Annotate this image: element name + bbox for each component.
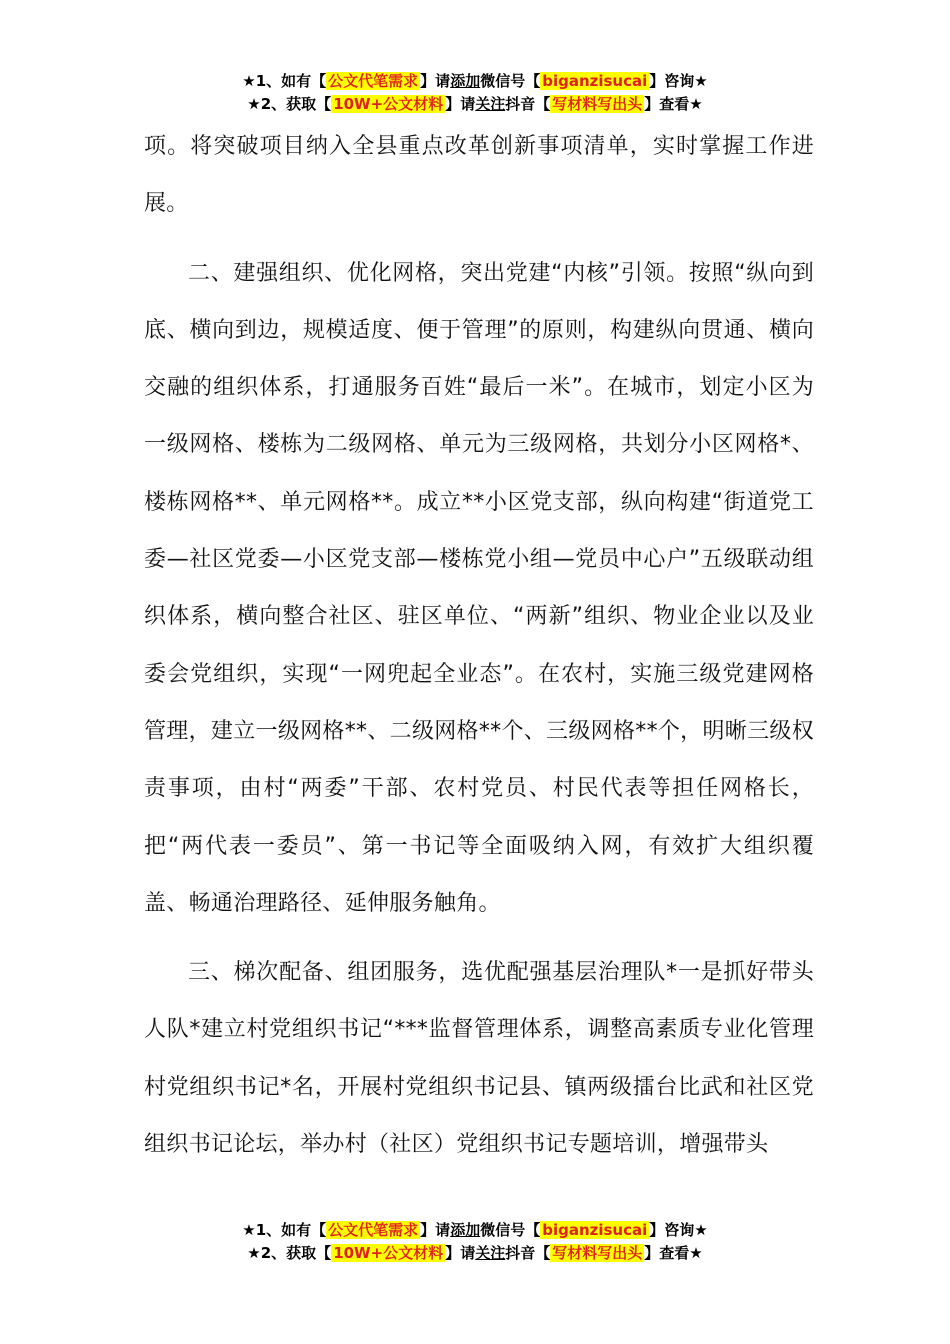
banner-text: 】请 [420,1221,451,1239]
banner-text: ★1、如有【 [242,72,327,90]
banner-line-2 [0,93,950,116]
emphasis-text: 关注 [475,95,506,113]
paragraph: 二、建强组织、优化网格，突出党建“内核”引领。按照“纵向到底、横向到边，规模适度、便于管理”的原则，构建纵向贯通、横向交融的组织体系，打通服务百姓“最后一米”。在城市，划定小区为一级网格、楼栋为二级网格、单元为三级网格，共划分小区网格*、楼栋网格**、单元网格**。成立**小区党支部，纵向构建“街道党工委—社区党委—小区党支部—楼栋党小组—党员中心户”五级联动组织体系，横向整合社区、驻区单位、“两新”组织、物业企业以及业委会党组织，实现“一网兜起全业态”。在农村，实施三级党建网格管理，建立一级网格**、二级网格**个、三级网格**个，明晰三级权责事项，由村“两委”干部、农村党员、村民代表等担任网格长，把“两代表一委员”、第一书记等全面吸纳入网，有效扩大组织覆盖、畅通治理路径、延伸服务触角。 [144,260,814,916]
banner-text: ★2、获取【 [247,1244,332,1262]
banner-text: ★2、获取【 [247,95,332,113]
paragraph: 三、梯次配备、组团服务，选优配强基层治理队*一是抓好带头人队*建立村党组织书记“***监督管理体系，调整高素质专业化管理村党组织书记*名，开展村党组织书记县、镇两级擂台比武和社区党组织书记论坛，举办村（社区）党组织书记专题培训，增强带头 [144,960,814,1158]
highlight-text: 公文代笔需求 [328,1221,419,1239]
banner-text: 微信号【 [480,72,541,90]
paragraph: 项。将突破项目纳入全县重点改革创新事项清单，实时掌握工作进展。 [144,134,814,217]
header-banner [0,70,950,116]
banner-text: 】请 [420,72,451,90]
banner-text: 】查看★ [644,1244,703,1262]
banner-line-1 [0,70,950,93]
emphasis-text: 添加 [450,1221,481,1239]
banner-line-2 [0,1242,950,1265]
wechat-id: biganzisucai [542,72,648,90]
emphasis-text: 关注 [475,1244,506,1262]
douyin-id: 写材料写出头 [552,95,643,113]
highlight-text: 10W+公文材料 [333,1244,444,1262]
highlight-text: 公文代笔需求 [328,72,419,90]
banner-text: 】咨询★ [649,72,708,90]
highlight-text: 10W+公文材料 [333,95,444,113]
banner-text: 】请 [445,1244,476,1262]
banner-text: ★1、如有【 [242,1221,327,1239]
banner-text: 】咨询★ [649,1221,708,1239]
emphasis-text: 添加 [450,72,481,90]
banner-text: 抖音【 [505,95,551,113]
banner-text: 微信号【 [480,1221,541,1239]
banner-text: 】请 [445,95,476,113]
banner-text: 】查看★ [644,95,703,113]
banner-text: 抖音【 [505,1244,551,1262]
wechat-id: biganzisucai [542,1221,648,1239]
banner-line-1 [0,1219,950,1242]
footer-banner [0,1219,950,1265]
document-body [144,118,814,1173]
douyin-id: 写材料写出头 [552,1244,643,1262]
